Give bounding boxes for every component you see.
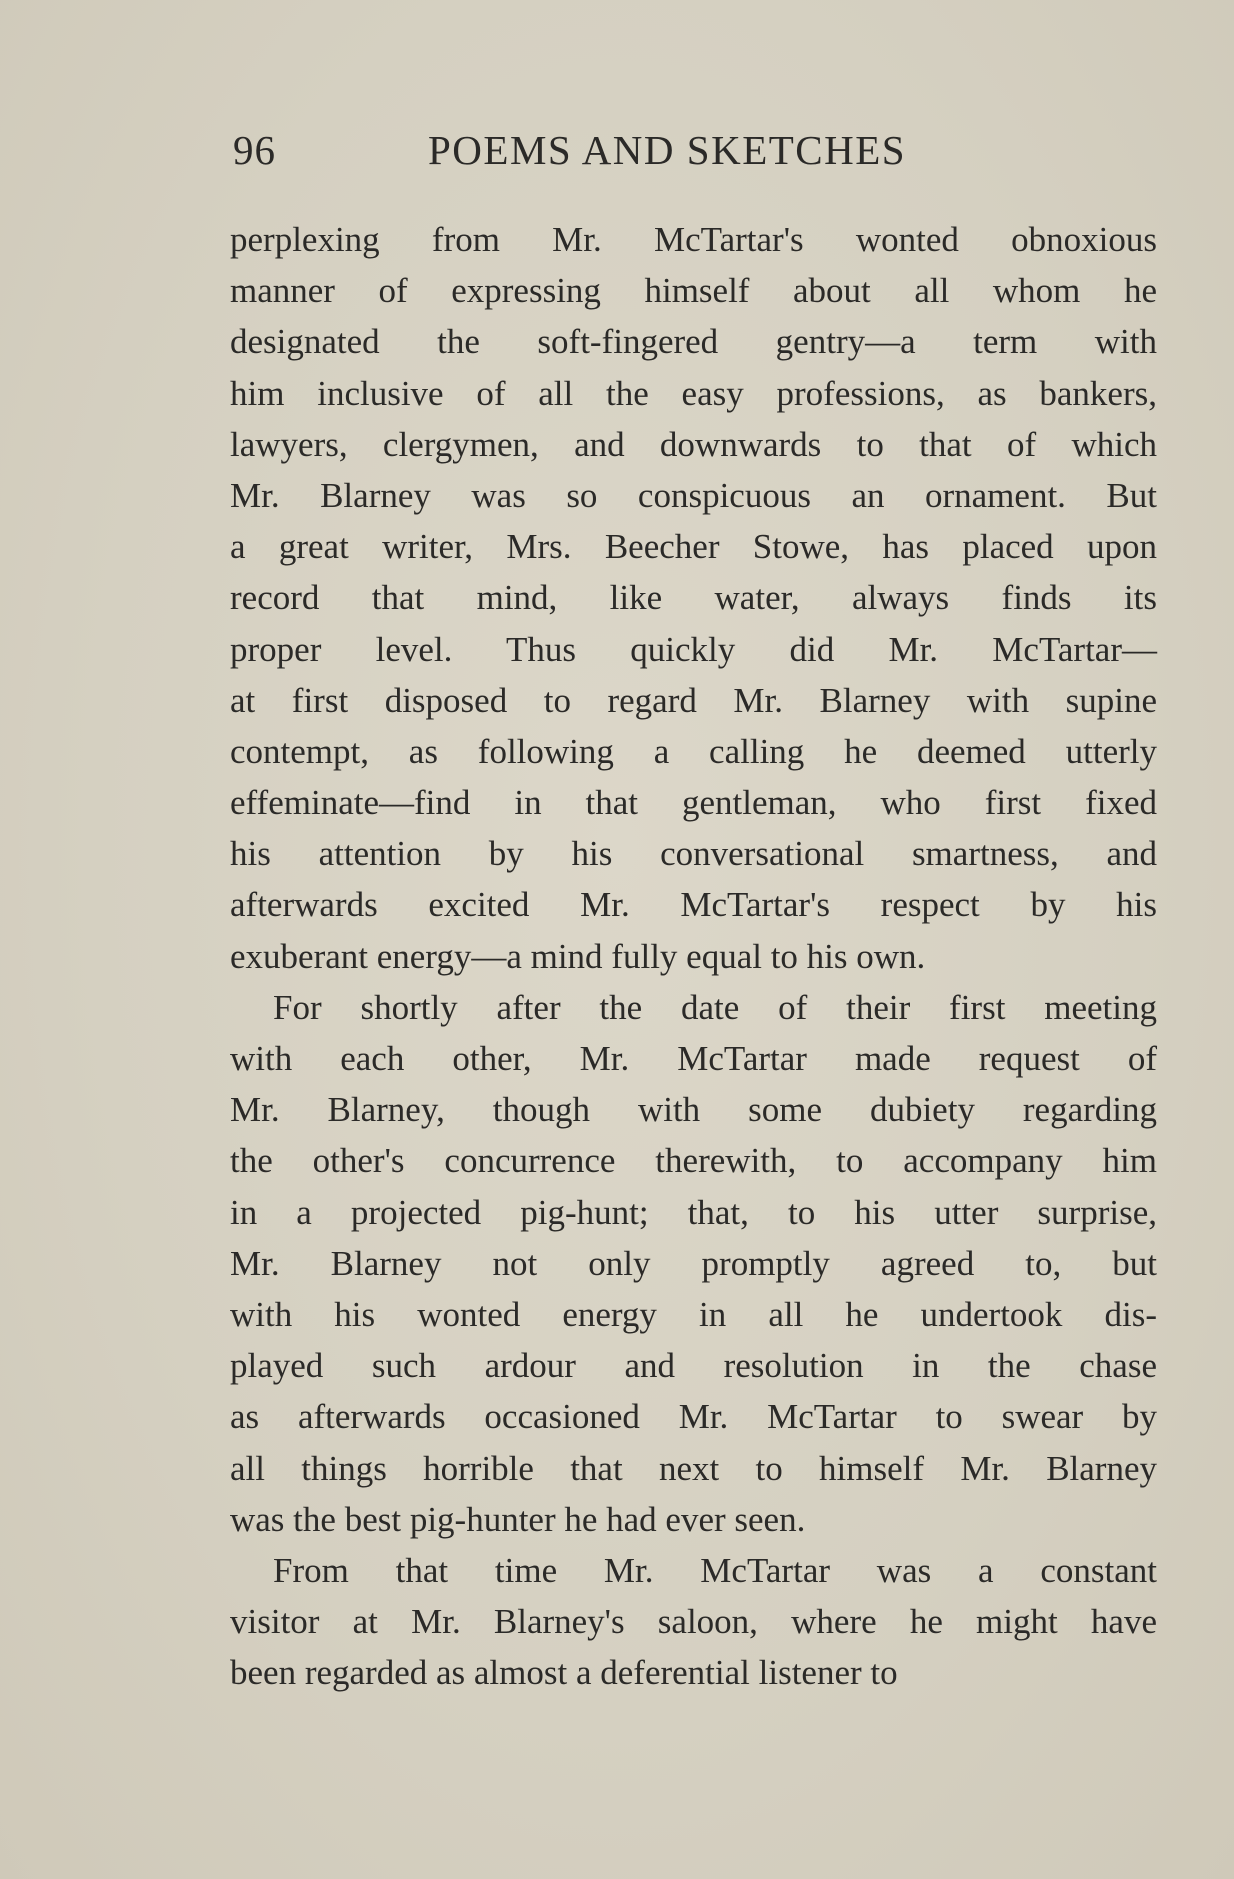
text-line: Mr. Blarney, though with some dubiety regarding xyxy=(230,1090,1157,1130)
text-line: designated the soft-fingered gentry—a term with xyxy=(230,322,1157,362)
text-line: record that mind, like water, always finds its xyxy=(230,578,1157,618)
text-line: contempt, as following a calling he deemed utterly xyxy=(230,731,1157,771)
running-title: POEMS AND SKETCHES xyxy=(428,127,907,173)
text-line: all things horrible that next to himself Mr. Blarney xyxy=(230,1448,1157,1488)
text-line: From that time Mr. McTartar was a constant xyxy=(273,1550,1157,1590)
text-line: at first disposed to regard Mr. Blarney with supine xyxy=(230,680,1157,720)
text-line: effeminate—find in that gentleman, who first fixed xyxy=(230,783,1157,823)
text-line: him inclusive of all the easy professions, as bankers, xyxy=(230,373,1157,413)
text-line: proper level. Thus quickly did Mr. McTartar— xyxy=(230,629,1157,669)
text-line: with his wonted energy in all he undertook dis- xyxy=(230,1294,1157,1334)
text-line: been regarded as almost a deferential listener to xyxy=(230,1653,898,1693)
paragraph xyxy=(230,1545,1157,1699)
text-line: was the best pig-hunter he had ever seen. xyxy=(230,1499,806,1539)
text-line: a great writer, Mrs. Beecher Stowe, has placed upon xyxy=(230,527,1157,567)
text-line: Mr. Blarney not only promptly agreed to, but xyxy=(230,1243,1157,1283)
paragraph xyxy=(230,214,1157,982)
text-line: afterwards excited Mr. McTartar's respect by his xyxy=(230,885,1157,925)
text-line: manner of expressing himself about all whom he xyxy=(230,271,1157,311)
text-line: lawyers, clergymen, and downwards to that of which xyxy=(230,424,1157,464)
page-number: 96 xyxy=(233,127,276,173)
text-line: For shortly after the date of their first meeting xyxy=(273,987,1157,1027)
text-line: with each other, Mr. McTartar made request of xyxy=(230,1039,1157,1078)
running-head xyxy=(233,122,968,178)
text-line: visitor at Mr. Blarney's saloon, where he might have xyxy=(230,1602,1157,1642)
text-line: as afterwards occasioned Mr. McTartar to swear by xyxy=(230,1397,1157,1437)
text-line: Mr. Blarney was so conspicuous an ornament. But xyxy=(230,475,1157,515)
text-line: perplexing from Mr. McTartar's wonted obnoxious xyxy=(230,220,1157,259)
paragraph xyxy=(230,982,1157,1545)
text-line: in a projected pig-hunt; that, to his utter surprise, xyxy=(230,1192,1157,1232)
text-line: played such ardour and resolution in the chase xyxy=(230,1346,1157,1386)
text-line: the other's concurrence therewith, to accompany him xyxy=(230,1141,1157,1181)
text-line: exuberant energy—a mind fully equal to his own. xyxy=(230,936,926,976)
body-text xyxy=(230,214,1157,1698)
text-line: his attention by his conversational smartness, and xyxy=(230,834,1157,874)
